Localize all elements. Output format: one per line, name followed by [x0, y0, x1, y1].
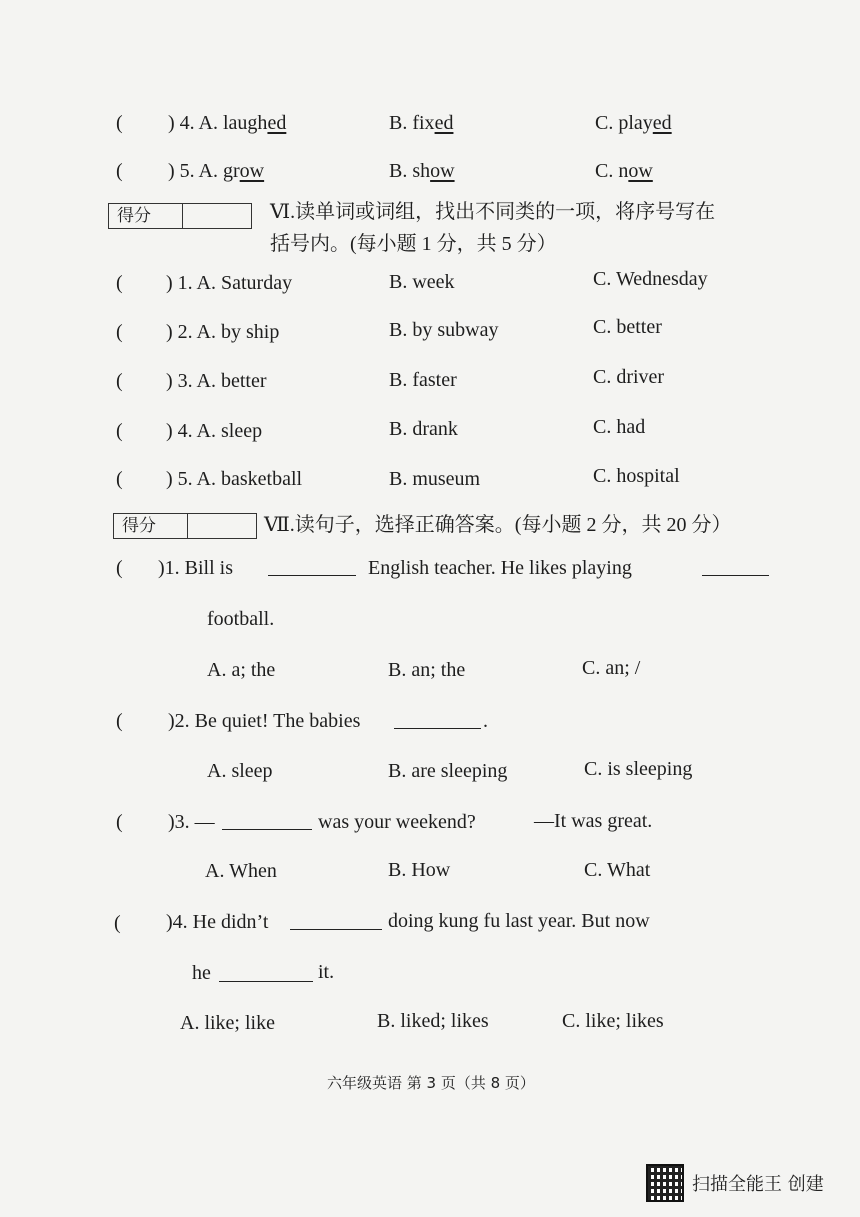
paren: ( [116, 321, 123, 343]
score-box [108, 203, 252, 229]
paren: ( [116, 160, 123, 182]
q1-blank-1[interactable] [268, 575, 356, 576]
option-c: C. driver [593, 366, 665, 388]
question-option-a: ) 3. A. better [166, 370, 267, 392]
q4-blank-1[interactable] [290, 929, 382, 930]
page-footer: 六年级英语 第 3 页（共 8 页） [327, 1074, 535, 1092]
paren: ( [114, 912, 121, 934]
q1-text-2: English teacher. He likes playing [368, 557, 632, 579]
section7-heading: Ⅶ.读句子，选择正确答案。(每小题 2 分，共 20 分） [264, 514, 732, 536]
option-b: B. faster [389, 369, 457, 391]
option-c: C. Wednesday [593, 268, 708, 290]
q1-option-c: C. an; / [582, 657, 641, 679]
option-b: B. show [389, 160, 455, 182]
question-option-a: ) 1. A. Saturday [166, 272, 293, 294]
q1-option-b: B. an; the [388, 659, 466, 681]
q3-text-3: —It was great. [534, 810, 653, 832]
score-box [113, 513, 257, 539]
q2-option-a: A. sleep [207, 760, 273, 782]
section6-heading-line2: 括号内。(每小题 1 分，共 5 分） [270, 233, 557, 255]
q3-text-1: )3. — [168, 811, 215, 833]
q4-blank-2[interactable] [219, 981, 313, 982]
q4-option-c: C. like; likes [562, 1010, 664, 1032]
paren: ( [116, 710, 123, 732]
q4-text-2: doing kung fu last year. But now [388, 910, 650, 932]
option-b: B. museum [389, 468, 481, 490]
paren: ( [116, 811, 123, 833]
score-label: 得分 [114, 514, 188, 538]
q4-text-1: )4. He didn’t [166, 911, 269, 933]
q1-text-1: )1. Bill is [158, 557, 234, 579]
q4-option-b: B. liked; likes [377, 1010, 489, 1032]
q4-text-3: he [192, 962, 211, 984]
q2-option-c: C. is sleeping [584, 758, 693, 780]
question-option-a: ) 4. A. sleep [166, 420, 263, 442]
q4-text-4: it. [318, 961, 335, 983]
q2-text-2: . [483, 710, 488, 732]
option-c: C. hospital [593, 465, 680, 487]
option-c: C. better [593, 316, 662, 338]
paren: ( [116, 468, 123, 490]
paren: ( [116, 370, 123, 392]
q1-blank-2[interactable] [702, 575, 769, 576]
q3-blank[interactable] [222, 829, 312, 830]
question-option-a: ) 2. A. by ship [166, 321, 280, 343]
score-label: 得分 [109, 204, 183, 228]
q3-option-a: A. When [205, 860, 277, 882]
q2-blank[interactable] [394, 728, 481, 729]
q3-option-c: C. What [584, 859, 651, 881]
qr-code-icon [646, 1164, 684, 1202]
option-b: B. drank [389, 418, 458, 440]
option-c: C. had [593, 416, 646, 438]
option-b: B. week [389, 271, 455, 293]
option-c: C. now [595, 160, 653, 182]
q2-text-1: )2. Be quiet! The babies [168, 710, 361, 732]
q4-option-a: A. like; like [180, 1012, 275, 1034]
section6-heading-line1: Ⅵ.读单词或词组，找出不同类的一项，将序号写在 [270, 201, 716, 223]
score-input[interactable] [183, 204, 251, 228]
question-label: ) 4. A. laughed [168, 112, 287, 134]
question-option-a: ) 5. A. basketball [166, 468, 303, 490]
question-label: ) 5. A. grow [168, 160, 265, 182]
option-b: B. by subway [389, 319, 499, 341]
paren: ( [116, 112, 123, 134]
paren: ( [116, 420, 123, 442]
q1-option-a: A. a; the [207, 659, 276, 681]
q3-text-2: was your weekend? [318, 811, 476, 833]
paren: ( [116, 557, 123, 579]
q1-text-3: football. [207, 608, 275, 630]
option-b: B. fixed [389, 112, 454, 134]
score-input[interactable] [188, 514, 256, 538]
scanner-brand: 扫描全能王 创建 [692, 1174, 824, 1195]
option-c: C. played [595, 112, 672, 134]
q2-option-b: B. are sleeping [388, 760, 508, 782]
q3-option-b: B. How [388, 859, 451, 881]
paren: ( [116, 272, 123, 294]
